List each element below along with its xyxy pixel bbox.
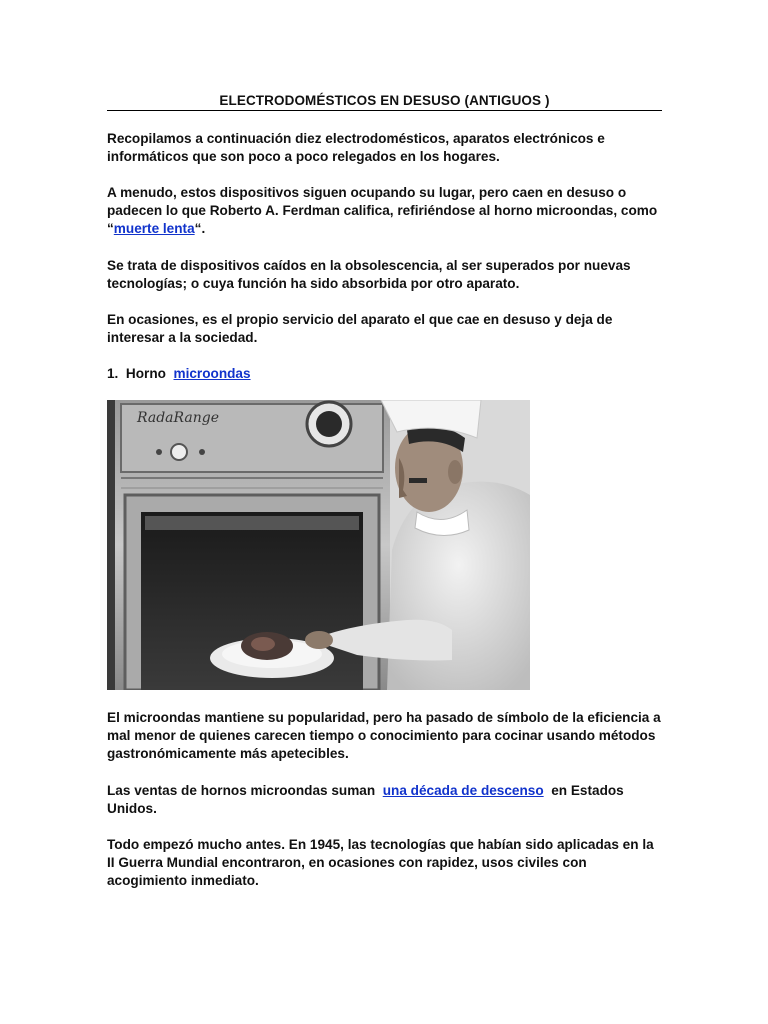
paragraph-ferdman-end: “. [194, 221, 206, 236]
paragraph-history: Todo empezó mucho antes. En 1945, las tecnologías que habían sido aplicadas en la II Guerra Mundial encontraron, en ocasiones con rapidez, usos civiles con acogimiento inmediato. [107, 837, 654, 888]
list-item-number: 1. [107, 366, 119, 381]
document-title: ELECTRODOMÉSTICOS EN DESUSO (ANTIGUOS ) [219, 93, 550, 108]
microwave-photo [107, 400, 530, 690]
radarange-logo: RadaRange [137, 410, 219, 426]
paragraph-ferdman [107, 184, 662, 238]
paragraph-sales-text: Las ventas de hornos microondas suman [107, 783, 376, 798]
link-muerte-lenta[interactable]: muerte lenta [113, 221, 195, 236]
paragraph-ferdman-text: A menudo, estos dispositivos siguen ocupando su lugar, pero caen en desuso o padecen lo que Roberto A. Ferdman califica, refiriéndose al horno microondas, como “ [107, 185, 658, 236]
paragraph-sales-end: en Estados Unidos. [107, 783, 624, 816]
link-decada-descenso[interactable]: una década de descenso [382, 783, 544, 798]
list-item-text: Horno [125, 366, 166, 381]
list-item-heading [107, 365, 251, 383]
paragraph-popularity: El microondas mantiene su popularidad, pero ha pasado de símbolo de la eficiencia a mal menor de quienes carecen tiempo o conocimiento para cocinar usando métodos gastronómicamente más apetecibles. [107, 710, 661, 761]
paragraph-intro: Recopilamos a continuación diez electrodomésticos, aparatos electrónicos e informáticos que son poco a poco relegados en los hogares. [107, 131, 605, 164]
link-microondas[interactable]: microondas [173, 366, 251, 381]
paragraph-obsolescence: Se trata de dispositivos caídos en la obsolescencia, al ser superados por nuevas tecnologías; o cuya función ha sido absorbida por otro aparato. [107, 258, 631, 291]
paragraph-service: En ocasiones, es el propio servicio del aparato el que cae en desuso y deja de interesar a la sociedad. [107, 312, 613, 345]
title-underline [107, 110, 662, 111]
photo-illustration [107, 400, 530, 690]
paragraph-sales [107, 782, 662, 818]
